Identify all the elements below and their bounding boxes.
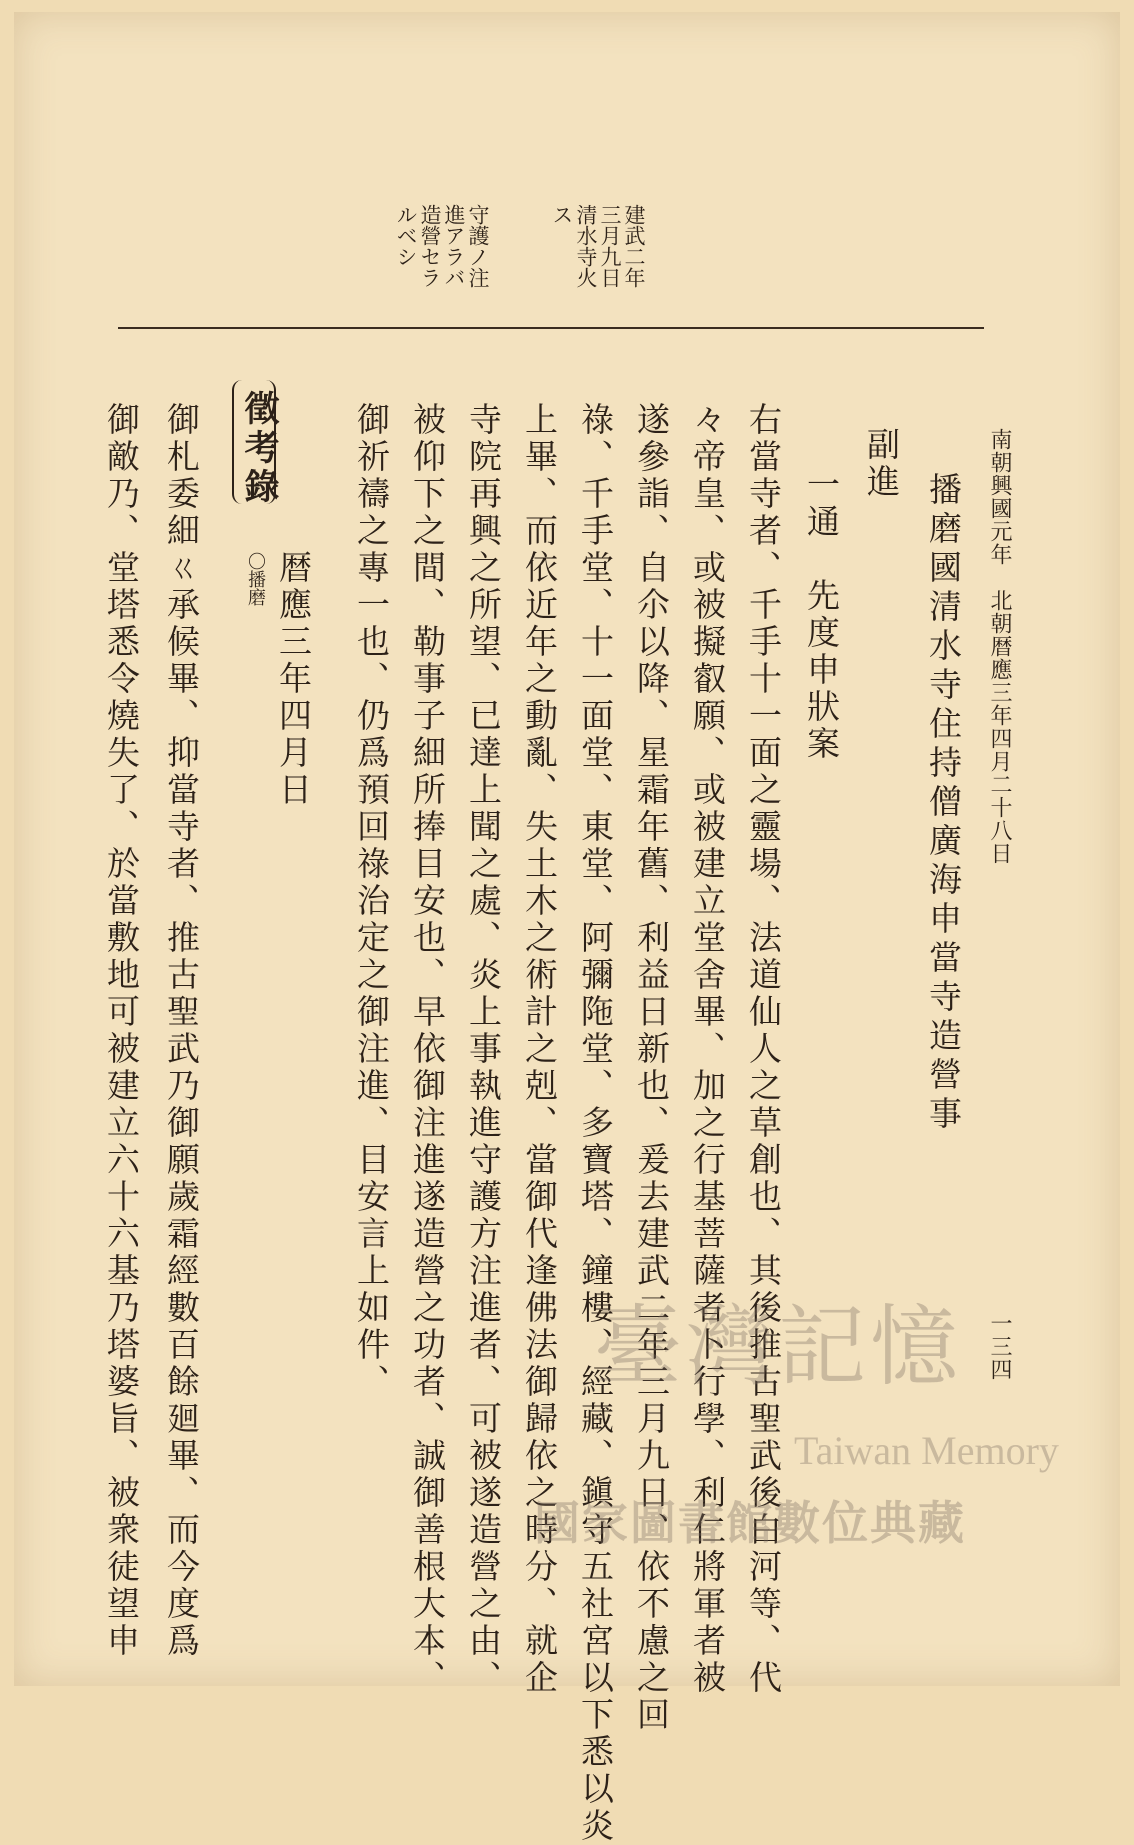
document-page [14,12,1120,1845]
margin-note: 三月九日 [598,204,622,288]
watermark-logo-text: 臺灣記憶 [594,1295,963,1398]
text-line: 右當寺者、千手十一面之靈場、法道仙人之草創也、其後推古聖武後白河等、代 [744,402,783,1697]
text-line: 副進 [862,427,901,501]
text-line: 遂參詣、自尒以降、星霜年舊、利益日新也、爰去建武二年三月九日、依不慮之回 [632,402,671,1734]
margin-note: 清水寺火 [574,204,598,288]
citation-note: 〇播磨 [245,552,266,606]
watermark [534,1277,1074,1577]
page-number: 一三四 [987,1312,1012,1381]
margin-note: 進アラバ [442,204,466,288]
margin-note: 建武二年 [622,204,646,288]
text-line: 被仰下之間、勒事子細所捧目安也、早依御注進遂造營之功者、誠御善根大本、 [408,402,447,1697]
text-line: 寺院再興之所望、已達上聞之處、炎上事執進守護方注進者、可被遂造營之由、 [464,402,503,1697]
margin-note: 造營セラ [418,204,442,288]
margin-note: ス [550,204,574,225]
text-line: 御敵乃、堂塔悉令燒失了、於當敷地可被建立六十六基乃塔婆旨、被衆徒望申 [102,402,141,1660]
date-line: 暦應三年四月日 [274,550,313,809]
text-line: 一通 先度申狀案 [802,467,841,763]
watermark-subtitle: 國家圖書館數位典藏 [534,1496,966,1550]
text-line: 御祈禱之專一也、仍爲預回祿治定之御注進、目安言上如件、 [352,402,391,1401]
margin-note: 守護ノ注 [466,204,490,288]
text-line: 上畢、而依近年之動亂、失土木之術計之剋、當御代逢佛法御歸依之時分、就企 [520,402,559,1697]
watermark-english: Taiwan Memory [794,1428,1059,1473]
running-header: 南朝興國元年 北朝暦應三年四月二十八日 [987,428,1012,865]
margin-note: ルベシ [394,204,418,267]
citation-label: 徵考錄 [239,390,280,507]
document-title: 播磨國清水寺住持僧廣海申當寺造營事 [924,472,963,1135]
horizontal-rule [118,327,984,329]
text-line: 々帝皇、或被擬叡願、或被建立堂舍畢、加之行基菩薩者卜行學、利仁將軍者被 [688,402,727,1697]
text-line: 御札委細ㄍ承候畢、抑當寺者、推古聖武乃御願歲霜經數百餘廻畢、而今度爲 [162,402,201,1660]
text-line: 祿、千手堂、十一面堂、東堂、阿彌陁堂、多寶塔、鐘樓、經藏、鎭守五社宮以下悉以炎 [576,402,615,1845]
